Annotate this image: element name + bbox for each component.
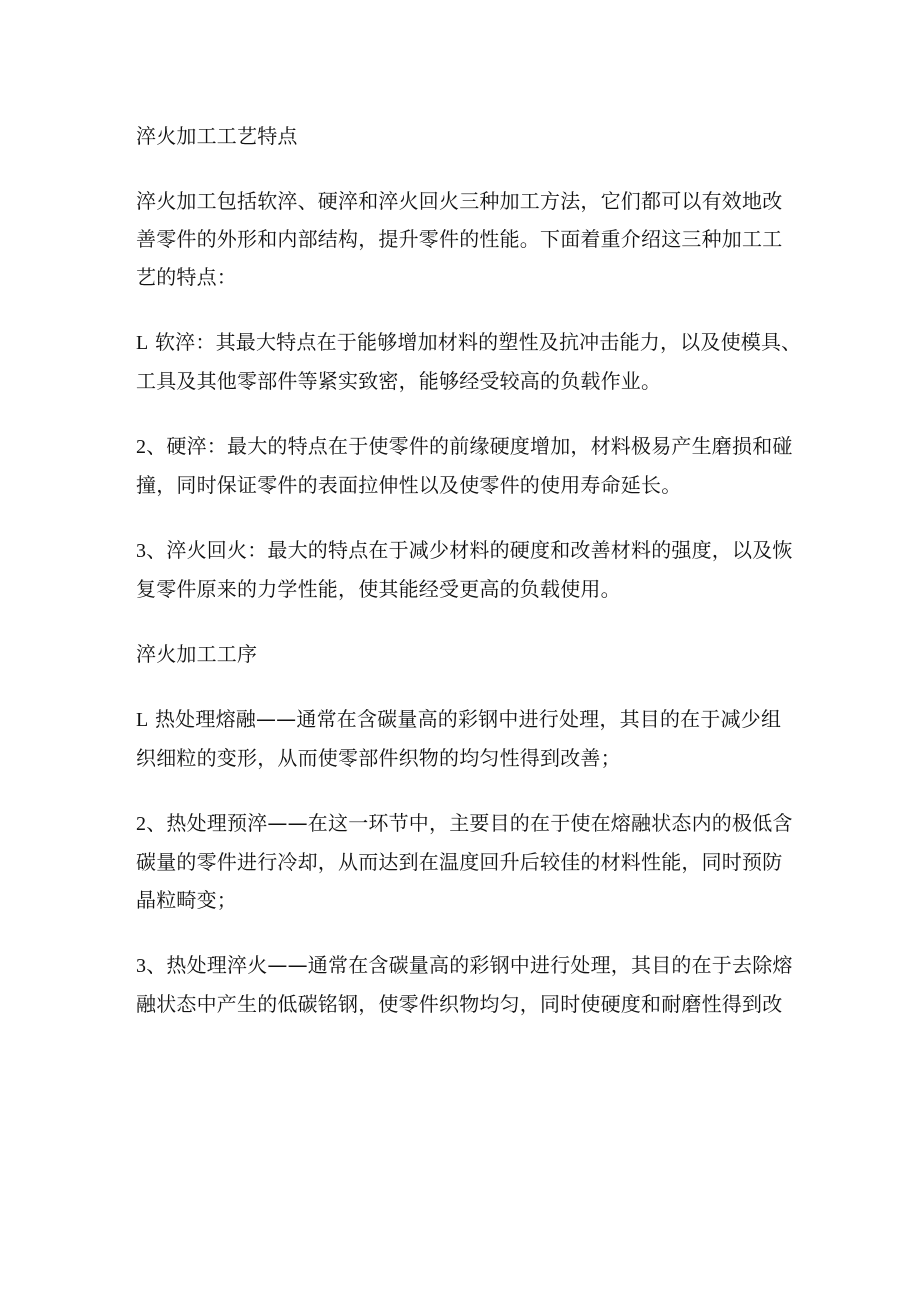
text-line: 撞，同时保证零件的表面拉伸性以及使零件的使用寿命延长。: [136, 473, 682, 497]
text-line: [136, 427, 796, 466]
process-step-pre-quench: [136, 804, 796, 919]
document-page: [136, 117, 802, 1050]
text-line: [136, 804, 796, 843]
text-line: 碳量的零件进行冷却，从而达到在温度回升后较佳的材料性能，同时预防: [136, 850, 783, 874]
text-line: 善零件的外形和内部结构，提升零件的性能。下面着重介绍这三种加工工: [136, 227, 783, 251]
intro-paragraph: [136, 182, 796, 296]
text-line: 淬火加工包括软淬、硬淬和淬火回火三种加工方法，它们都可以有效地改: [136, 189, 783, 213]
list-number: 3、: [136, 540, 167, 562]
feature-item-soft-quench: [136, 323, 802, 400]
text-segment: 热处理熔融——通常在含碳量高的彩钢中进行处理，其目的在于减少组: [154, 707, 782, 731]
feature-item-quench-temper: [136, 531, 796, 608]
text-segment: 软淬：其最大特点在于能够增加材料的塑性及抗冲击能力，以及使模具、: [154, 330, 802, 354]
list-number: L: [136, 709, 149, 731]
list-number: 3、: [136, 955, 167, 977]
text-segment: 硬淬：最大的特点在于使零件的前缘硬度增加，材料极易产生磨损和碰: [166, 434, 793, 458]
list-number: 2、: [136, 813, 167, 835]
process-step-quench: [136, 946, 796, 1023]
process-step-melting: [136, 700, 796, 777]
list-number: L: [136, 332, 149, 354]
text-line: 织细粒的变形，从而使零部件织物的均匀性得到改善；: [136, 746, 621, 770]
text-line: 晶粒畸变；: [136, 888, 237, 912]
text-line: [136, 700, 796, 739]
text-line: 融状态中产生的低碳铭钢，使零件织物均匀，同时使硬度和耐磨性得到改: [136, 992, 783, 1016]
feature-item-hard-quench: [136, 427, 796, 504]
text-line: [136, 531, 796, 570]
section-heading-process: 淬火加工工序: [136, 642, 258, 666]
list-number: 2、: [136, 436, 167, 458]
text-line: [136, 323, 802, 362]
text-segment: 热处理预淬——在这一环节中，主要目的在于使在熔融状态内的极低含: [166, 811, 793, 835]
text-line: 工具及其他零部件等紧实致密，能够经受较高的负载作业。: [136, 369, 662, 393]
section-heading-features: 淬火加工工艺特点: [136, 124, 298, 148]
text-line: 艺的特点：: [136, 265, 237, 289]
text-segment: 淬火回火：最大的特点在于减少材料的硬度和改善材料的强度，以及恢: [166, 538, 793, 562]
text-segment: 热处理淬火——通常在含碳量高的彩钢中进行处理，其目的在于去除熔: [166, 953, 793, 977]
text-line: [136, 946, 796, 985]
text-line: 复零件原来的力学性能，使其能经受更高的负载使用。: [136, 577, 621, 601]
